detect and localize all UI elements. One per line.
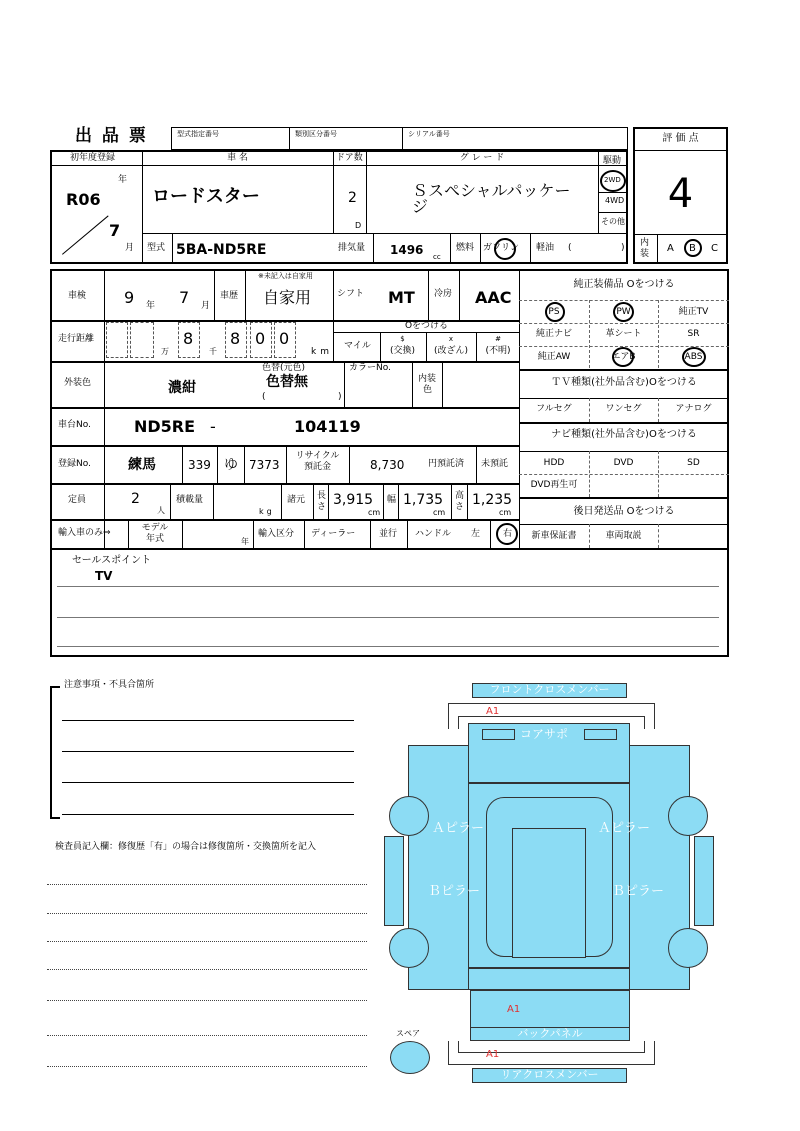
equip-airbag: エアB xyxy=(611,352,636,362)
drive-4wd: 4WD xyxy=(605,196,625,205)
equip-leather: 革シート xyxy=(605,329,642,339)
fuel-gasoline: ガソリン xyxy=(483,243,520,253)
disp-value: 1496 xyxy=(390,243,424,257)
equipment-title: 純正装備品 Oをつける xyxy=(573,279,675,290)
reg-class: 339 xyxy=(188,458,211,472)
fuel-circle xyxy=(494,238,516,260)
exterior-color: 濃紺 xyxy=(168,380,196,396)
ac-label: 冷房 xyxy=(434,289,453,299)
handle-right: 右 xyxy=(503,529,513,539)
category-label: 類別区分番号 xyxy=(295,130,337,138)
a-pillar-left: Ａピラー xyxy=(432,821,485,836)
first-reg-month: 7 xyxy=(109,221,121,240)
spare-tire xyxy=(390,1041,430,1074)
shift-label: シフト xyxy=(337,289,365,299)
disp-label: 排気量 xyxy=(338,243,366,253)
reg-place: 練馬 xyxy=(128,457,156,473)
handle-left: 左 xyxy=(471,529,481,539)
ac-value: AAC xyxy=(475,288,512,307)
later-manual: 車両取説 xyxy=(605,531,642,541)
fuel-label: 燃料 xyxy=(456,243,475,253)
drive-2wd-circle xyxy=(600,170,626,192)
capacity-label: 定員 xyxy=(68,495,87,505)
equip-navi: 純正ナビ xyxy=(535,329,572,339)
reg-number: 7373 xyxy=(249,458,280,472)
car-name: ロードスター xyxy=(152,186,260,207)
mileage-digit-1: 8 xyxy=(183,329,194,348)
tv-full: フルセグ xyxy=(536,404,572,414)
repaint-label: 色替(元色) xyxy=(262,363,306,373)
mileage-exchange: (交換) xyxy=(389,346,416,356)
mileage-unknown: (不明) xyxy=(485,346,511,356)
b-pillar-left: Ｂピラー xyxy=(428,884,481,899)
sales-text: TV xyxy=(95,569,113,583)
inspector-label: 検査員記入欄：修復歴「有」の場合は修復箇所・交換箇所を記入 xyxy=(55,842,317,852)
first-reg-label: 初年度登録 xyxy=(70,153,116,163)
b-pillar-right: Ｂピラー xyxy=(612,884,665,899)
score-label: 評 価 点 xyxy=(662,133,699,144)
id-row xyxy=(171,127,628,150)
equip-pw: PW xyxy=(616,307,631,317)
navi-dvd-play: DVD再生可 xyxy=(530,480,578,490)
diesel-label: 軽油 xyxy=(536,243,555,253)
notes-label: 注意事項・不具合箇所 xyxy=(64,680,155,690)
repaint-value: 色替無 xyxy=(266,374,308,390)
mark-rear: A1 xyxy=(486,1049,500,1060)
recycle-value: 8,730 xyxy=(370,458,405,472)
spare-label: スペア xyxy=(396,1029,420,1038)
handle-label: ハンドル xyxy=(415,529,452,539)
side-right xyxy=(694,836,714,926)
equip-abs: ABS xyxy=(684,352,703,362)
mark-back: A1 xyxy=(507,1004,521,1015)
equip-tv: 純正TV xyxy=(678,307,709,317)
recycle-paid: 円預託済 xyxy=(428,459,465,469)
recycle-unpaid: 未預託 xyxy=(481,459,509,469)
mileage-circle-note: Oをつける xyxy=(404,321,449,331)
mileage-digit-3: 0 xyxy=(255,329,266,348)
type-label: 型式 xyxy=(147,243,166,253)
registration-label: 登録No. xyxy=(58,459,91,469)
serial-label: シリアル番号 xyxy=(408,130,450,138)
trunk xyxy=(470,990,630,1030)
import-dealer: ディーラー xyxy=(311,529,356,539)
chassis-prefix: ND5RE xyxy=(134,417,196,436)
grade-value: Ｓスペシャルパッケージ xyxy=(412,181,571,216)
type-value: 5BA-ND5RE xyxy=(176,242,267,258)
equip-ps: PS xyxy=(548,307,560,317)
reg-kana: ゆ xyxy=(224,457,238,473)
equip-abs-circle xyxy=(682,347,706,367)
tv-one: ワンセグ xyxy=(605,404,642,414)
mark-front: A1 xyxy=(486,706,500,717)
history-value: 自家用 xyxy=(263,288,312,307)
height-value: 1,235 xyxy=(472,492,513,508)
navi-title: ナビ種類(社外品含む)Oをつける xyxy=(551,429,697,440)
drive-label: 駆動 xyxy=(603,156,622,166)
sales-label: セールスポイント xyxy=(72,555,152,566)
equip-pw-circle xyxy=(613,302,634,322)
tv-title: ＴＶ種類(社外品含む)Oをつける xyxy=(551,377,697,388)
doors-label: ドア数 xyxy=(336,153,363,163)
tire-front-left xyxy=(389,796,429,836)
doors-value: 2 xyxy=(348,190,357,206)
drive-2wd: 2WD xyxy=(604,176,621,184)
dims-label: 諸元 xyxy=(287,495,306,505)
mileage-mile: マイル xyxy=(344,341,371,351)
import-parallel: 並行 xyxy=(379,529,398,539)
equip-aw: 純正AW xyxy=(537,352,571,362)
color-no-label: カラーNo. xyxy=(349,363,391,373)
equip-airbag-circle xyxy=(612,347,634,367)
grade-label: グ レ ー ド xyxy=(459,153,505,163)
car-name-label: 車 名 xyxy=(227,153,248,163)
exterior-label: 外装色 xyxy=(64,378,92,388)
interior-b: B xyxy=(689,243,696,254)
import-type-label: 輸入区分 xyxy=(258,529,295,539)
mileage-digit-4: 0 xyxy=(279,329,290,348)
score-value: 4 xyxy=(667,171,694,217)
navi-dvd: DVD xyxy=(613,458,634,468)
side-left xyxy=(384,836,404,926)
shaken-month: 7 xyxy=(179,288,190,307)
drive-other: その他 xyxy=(601,217,625,226)
equip-ps-circle xyxy=(545,302,565,322)
mileage-tampered: (改ざん) xyxy=(433,346,469,356)
tire-rear-left xyxy=(389,928,429,968)
interior-b-circle xyxy=(684,239,702,257)
width-value: 1,735 xyxy=(403,492,444,508)
interior-a: A xyxy=(667,243,674,254)
later-warranty: 新車保証書 xyxy=(531,531,577,541)
chassis-number: 104119 xyxy=(294,417,361,436)
mileage-digit-2: 8 xyxy=(230,329,241,348)
history-label: 車歴 xyxy=(220,291,239,301)
form-title: 出 品 票 xyxy=(75,126,148,146)
sales-box xyxy=(50,548,729,657)
tire-rear-right xyxy=(668,928,708,968)
capacity-value: 2 xyxy=(131,491,140,507)
mileage-label: 走行距離 xyxy=(58,334,95,344)
equip-sr: SR xyxy=(687,329,700,339)
shift-value: MT xyxy=(388,288,415,307)
navi-hdd: HDD xyxy=(543,458,565,468)
chassis-label: 車台No. xyxy=(58,420,91,430)
later-title: 後日発送品 Oをつける xyxy=(573,506,675,517)
a-pillar-right: Ａピラー xyxy=(598,821,651,836)
interior-c: C xyxy=(711,243,718,254)
handle-right-circle xyxy=(496,523,518,545)
load-label: 積載量 xyxy=(176,495,204,505)
model-code-label: 型式指定番号 xyxy=(177,130,219,138)
shaken-year: 9 xyxy=(124,288,135,307)
import-label: 輸入車のみ⇒ xyxy=(58,528,111,538)
first-reg-year: R06 xyxy=(66,190,101,209)
shaken-label: 車検 xyxy=(68,291,87,301)
length-value: 3,915 xyxy=(333,492,374,508)
tv-analog: アナログ xyxy=(675,404,712,414)
tire-front-right xyxy=(668,796,708,836)
navi-sd: SD xyxy=(687,458,700,468)
